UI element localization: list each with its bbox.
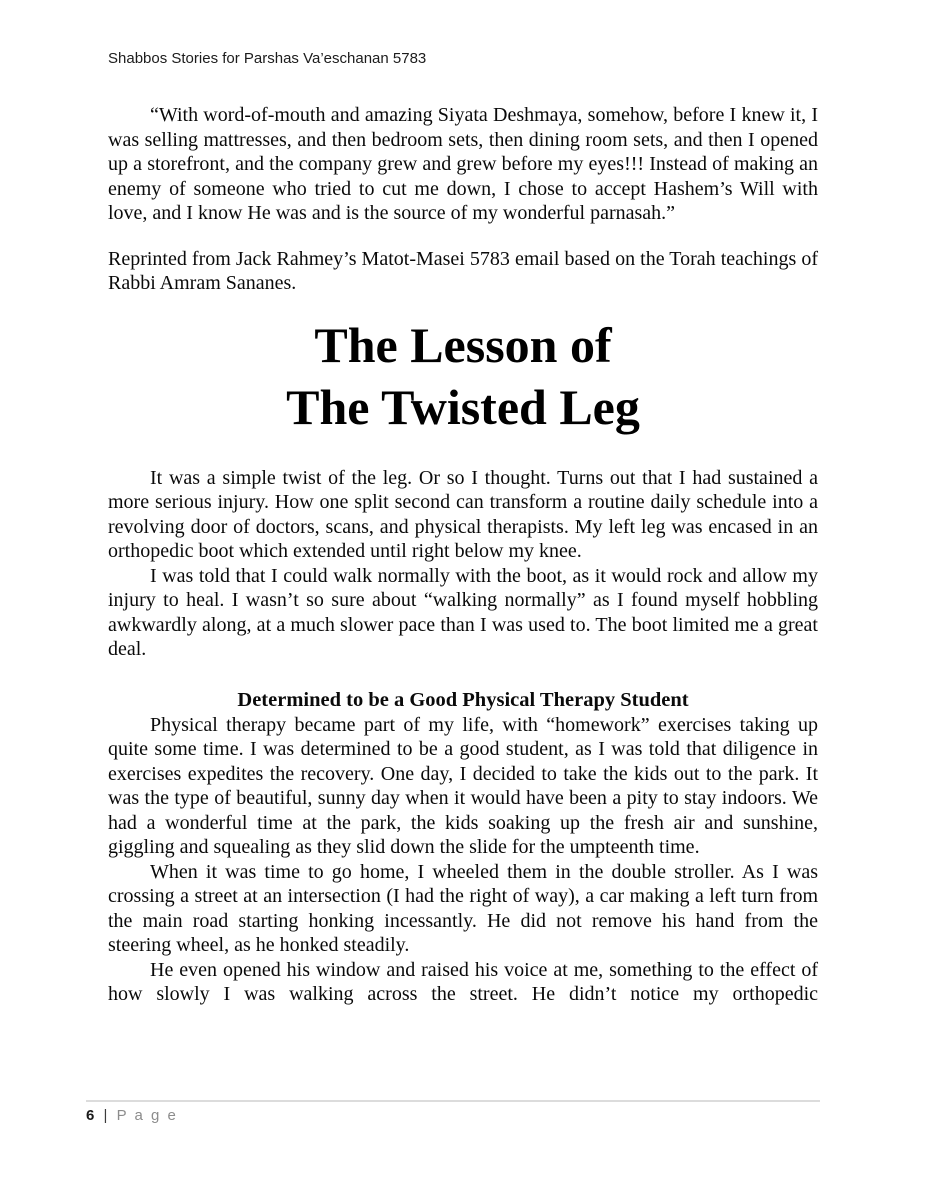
paragraph-window: He even opened his window and raised his voice at me, something to the effect of how slowly I was walking across the street. He didn’t notice my orthopedic <box>108 958 818 1005</box>
paragraph-quote: “With word-of-mouth and amazing Siyata Deshmaya, somehow, before I knew it, I was selling mattresses, and then bedroom sets, then dining room sets, and then I opened up a storefront, and the company grew and grew before my eyes!!! Instead of making an enemy of someone who tried to cut me down, I chose to accept Hashem’s Will with love, and I know He was and is the source of my wonderful parnasah.” <box>108 104 818 224</box>
story-title-line2: The Twisted Leg <box>286 378 640 435</box>
story-title-line1: The Lesson of <box>314 316 612 373</box>
footer-separator: | <box>103 1107 108 1124</box>
paragraph-stroller: When it was time to go home, I wheeled them in the double stroller. As I was crossing a street at an intersection (I had the right of way), a car making a left turn from the main road starting honking incessantly. He did not remove his hand from the steering wheel, as he honked steadily. <box>108 860 818 956</box>
page-header: Shabbos Stories for Parshas Va’eschanan 5783 <box>108 50 427 67</box>
footer-divider-line <box>86 1100 820 1102</box>
story-title <box>108 314 818 438</box>
paragraph-therapy: Physical therapy became part of my life, with “homework” exercises taking up quite some time. I was determined to be a good student, as I was told that diligence in exercises expedites the recovery. One day, I decided to take the kids out to the park. It was the type of beautiful, sunny day when it would have been a pity to stay indoors. We had a wonderful time at the park, the kids soaking up the fresh air and sunshine, giggling and squealing as they slid down the slide for the umpteenth time. <box>108 713 818 858</box>
article-body <box>108 0 818 1007</box>
page-label: P a g e <box>116 1107 178 1124</box>
paragraph-twist: It was a simple twist of the leg. Or so I thought. Turns out that I had sustained a more serious injury. How one split second can transform a routine daily schedule into a revolving door of doctors, scans, and physical therapists. My left leg was encased in an orthopedic boot which extended until right below my knee. <box>108 466 818 562</box>
paragraph-attribution: Reprinted from Jack Rahmey’s Matot-Masei 5783 email based on the Torah teachings of Rabbi Amram Sananes. <box>108 247 818 294</box>
paragraph-walk: I was told that I could walk normally with the boot, as it would rock and allow my injury to heal. I wasn’t so sure about “walking normally” as I found myself hobbling awkwardly along, at a much slower pace than I was used to. The boot limited me a great deal. <box>108 564 818 660</box>
footer-text <box>86 1107 820 1124</box>
page-footer <box>86 1100 820 1124</box>
section-subheading: Determined to be a Good Physical Therapy Student <box>237 688 689 711</box>
page-number: 6 <box>86 1107 95 1124</box>
